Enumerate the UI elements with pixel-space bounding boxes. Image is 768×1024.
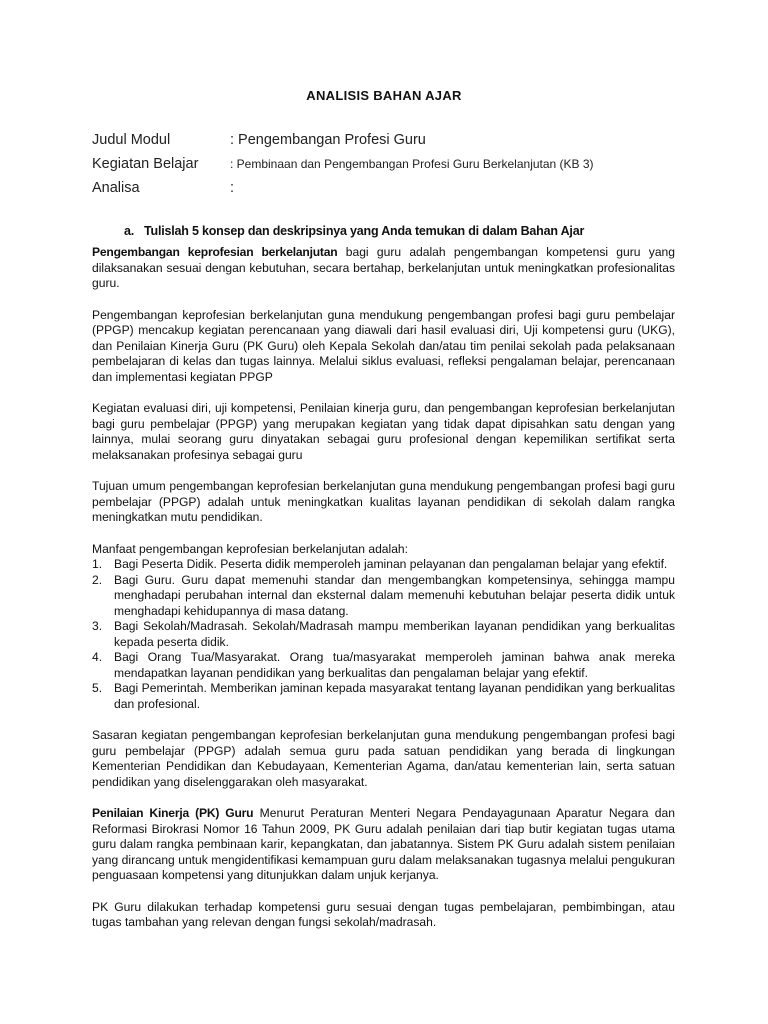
question-heading (124, 224, 584, 238)
list-item (92, 650, 675, 681)
list-item-number: 5. (92, 681, 103, 695)
list-item-text: Bagi Orang Tua/Masyarakat. Orang tua/masyarakat memperoleh jaminan bahwa anak mereka mendapatkan layanan pendidikan yang berkualitas dan pengalaman belajar yang efektif. (114, 650, 675, 680)
learning-activity-value: : Pembinaan dan Pengembangan Profesi Guru Berkelanjutan (KB 3) (230, 157, 594, 171)
module-title-label: Judul Modul (92, 132, 171, 148)
paragraph-evaluation: Kegiatan evaluasi diri, uji kompetensi, Penilaian kinerja guru, dan pengembangan keprofesian berkelanjutan bagi guru pembelajar (PPGP) yang merupakan kegiatan yang tidak dapat dipisahkan satu dengan yang lainnya, mulai seorang guru dinyatakan sebagai guru profesional dengan kepemilikan sertifikat serta melaksanakan profesinya sebagai guru (92, 401, 675, 462)
paragraph-target: Sasaran kegiatan pengembangan keprofesian berkelanjutan guna mendukung pengembangan profesi bagi guru pembelajar (PPGP) adalah semua guru pada satuan pendidikan yang berada di lingkungan Kementerian Pendidikan dan Kebudayaan, Kementerian Agama, dan/atau kementerian lain, serta satuan pendidikan yang diselenggarakan oleh masyarakat. (92, 728, 675, 789)
document-body (92, 245, 675, 947)
list-item-text: Bagi Pemerintah. Memberikan jaminan kepada masyarakat tentang layanan pendidikan yang berkualitas dan profesional. (114, 681, 675, 711)
list-item-number: 1. (92, 557, 103, 571)
paragraph-goal: Tujuan umum pengembangan keprofesian berkelanjutan guna mendukung pengembangan profesi bagi guru pembelajar (PPGP) adalah untuk meningkatkan kualitas layanan pendidikan di sekolah dalam rangka meningkatkan mutu pendidikan. (92, 479, 675, 524)
benefits-heading: Manfaat pengembangan keprofesian berkelanjutan adalah: (92, 541, 409, 556)
paragraph-ppgp-scope: Pengembangan keprofesian berkelanjutan guna mendukung pengembangan profesi bagi guru pembelajar (PPGP) mencakup kegiatan perencanaan yang diawali dari hasil evaluasi diri, Uji kompetensi guru (UKG), dan Penilaian Kinerja Guru (PK Guru) oleh Kepala Sekolah dan/atau tim penilai sekolah pada pelaksanaan pembelajaran di kelas dan tugas lainnya. Melalui siklus evaluasi, refleksi pengalaman belajar, perencanaan dan implementasi kegiatan PPGP (92, 307, 675, 384)
paragraph-definition-text: bagi guru adalah pengembangan kompetensi guru yang dilaksanakan sesuai dengan kebutuhan, secara bertahap, berkelanjutan untuk meningkatkan profesionalitas guru. (92, 245, 675, 290)
document-title: ANALISIS BAHAN AJAR (306, 88, 462, 103)
list-item-text: Bagi Peserta Didik. Peserta didik memperoleh jaminan pelayanan dan pengalaman belajar yang efektif. (114, 557, 668, 571)
list-item (92, 619, 675, 650)
list-item (92, 557, 675, 573)
list-item-number: 2. (92, 572, 103, 587)
list-item-number: 4. (92, 650, 103, 664)
learning-activity-row (92, 152, 692, 176)
module-title-row (92, 128, 692, 152)
paragraph-pk-guru (92, 806, 675, 884)
list-item (92, 681, 675, 712)
analysis-label: Analisa (92, 180, 140, 196)
list-item-text: Bagi Sekolah/Madrasah. Sekolah/Madrasah mampu memberikan layanan pendidikan yang berkualitas kepada peserta didik. (114, 619, 675, 649)
paragraph-definition (92, 245, 675, 292)
term-pk-guru: Penilaian Kinerja (PK) Guru (92, 806, 254, 820)
module-title-value: : Pengembangan Profesi Guru (230, 132, 426, 148)
term-pkb: Pengembangan keprofesian berkelanjutan (92, 245, 338, 259)
list-item-number: 3. (92, 619, 103, 633)
list-item-text: Bagi Guru. Guru dapat memenuhi standar dan mengembangkan kompetensinya, sehingga mampu menghadapi perubahan internal dan eksternal dalam memenuhi kebutuhan belajar peserta didik untuk menghadapi kehidupannya di masa datang. (114, 572, 675, 618)
paragraph-pk-scope: PK Guru dilakukan terhadap kompetensi guru sesuai dengan tugas pembelajaran, pembimbingan, atau tugas tambahan yang relevan dengan fungsi sekolah/madrasah. (92, 899, 675, 929)
question-text: Tulislah 5 konsep dan deskripsinya yang Anda temukan di dalam Bahan Ajar (144, 224, 585, 238)
learning-activity-label: Kegiatan Belajar (92, 156, 199, 172)
question-marker: a. (124, 224, 135, 238)
analysis-row (92, 176, 692, 200)
paragraph-pk-guru-text: Menurut Peraturan Menteri Negara Pendayagunaan Aparatur Negara dan Reformasi Birokrasi Nomor 16 Tahun 2009, PK Guru adalah penilaian dari tiap butir kegiatan tugas utama guru dalam rangka pembinaan karir, kepangkatan, dan jabatannya. Sistem PK Guru adalah sistem penilaian yang dirancang untuk mengidentifikasi kemampuan guru dalam melaksanakan tugasnya melalui pengukuran penguasaan kompetensi yang ditunjukkan dalam unjuk kerjanya. (92, 806, 675, 882)
list-item (92, 573, 675, 620)
module-info (92, 128, 692, 200)
analysis-value: : (230, 180, 235, 196)
benefits-list (92, 557, 675, 712)
